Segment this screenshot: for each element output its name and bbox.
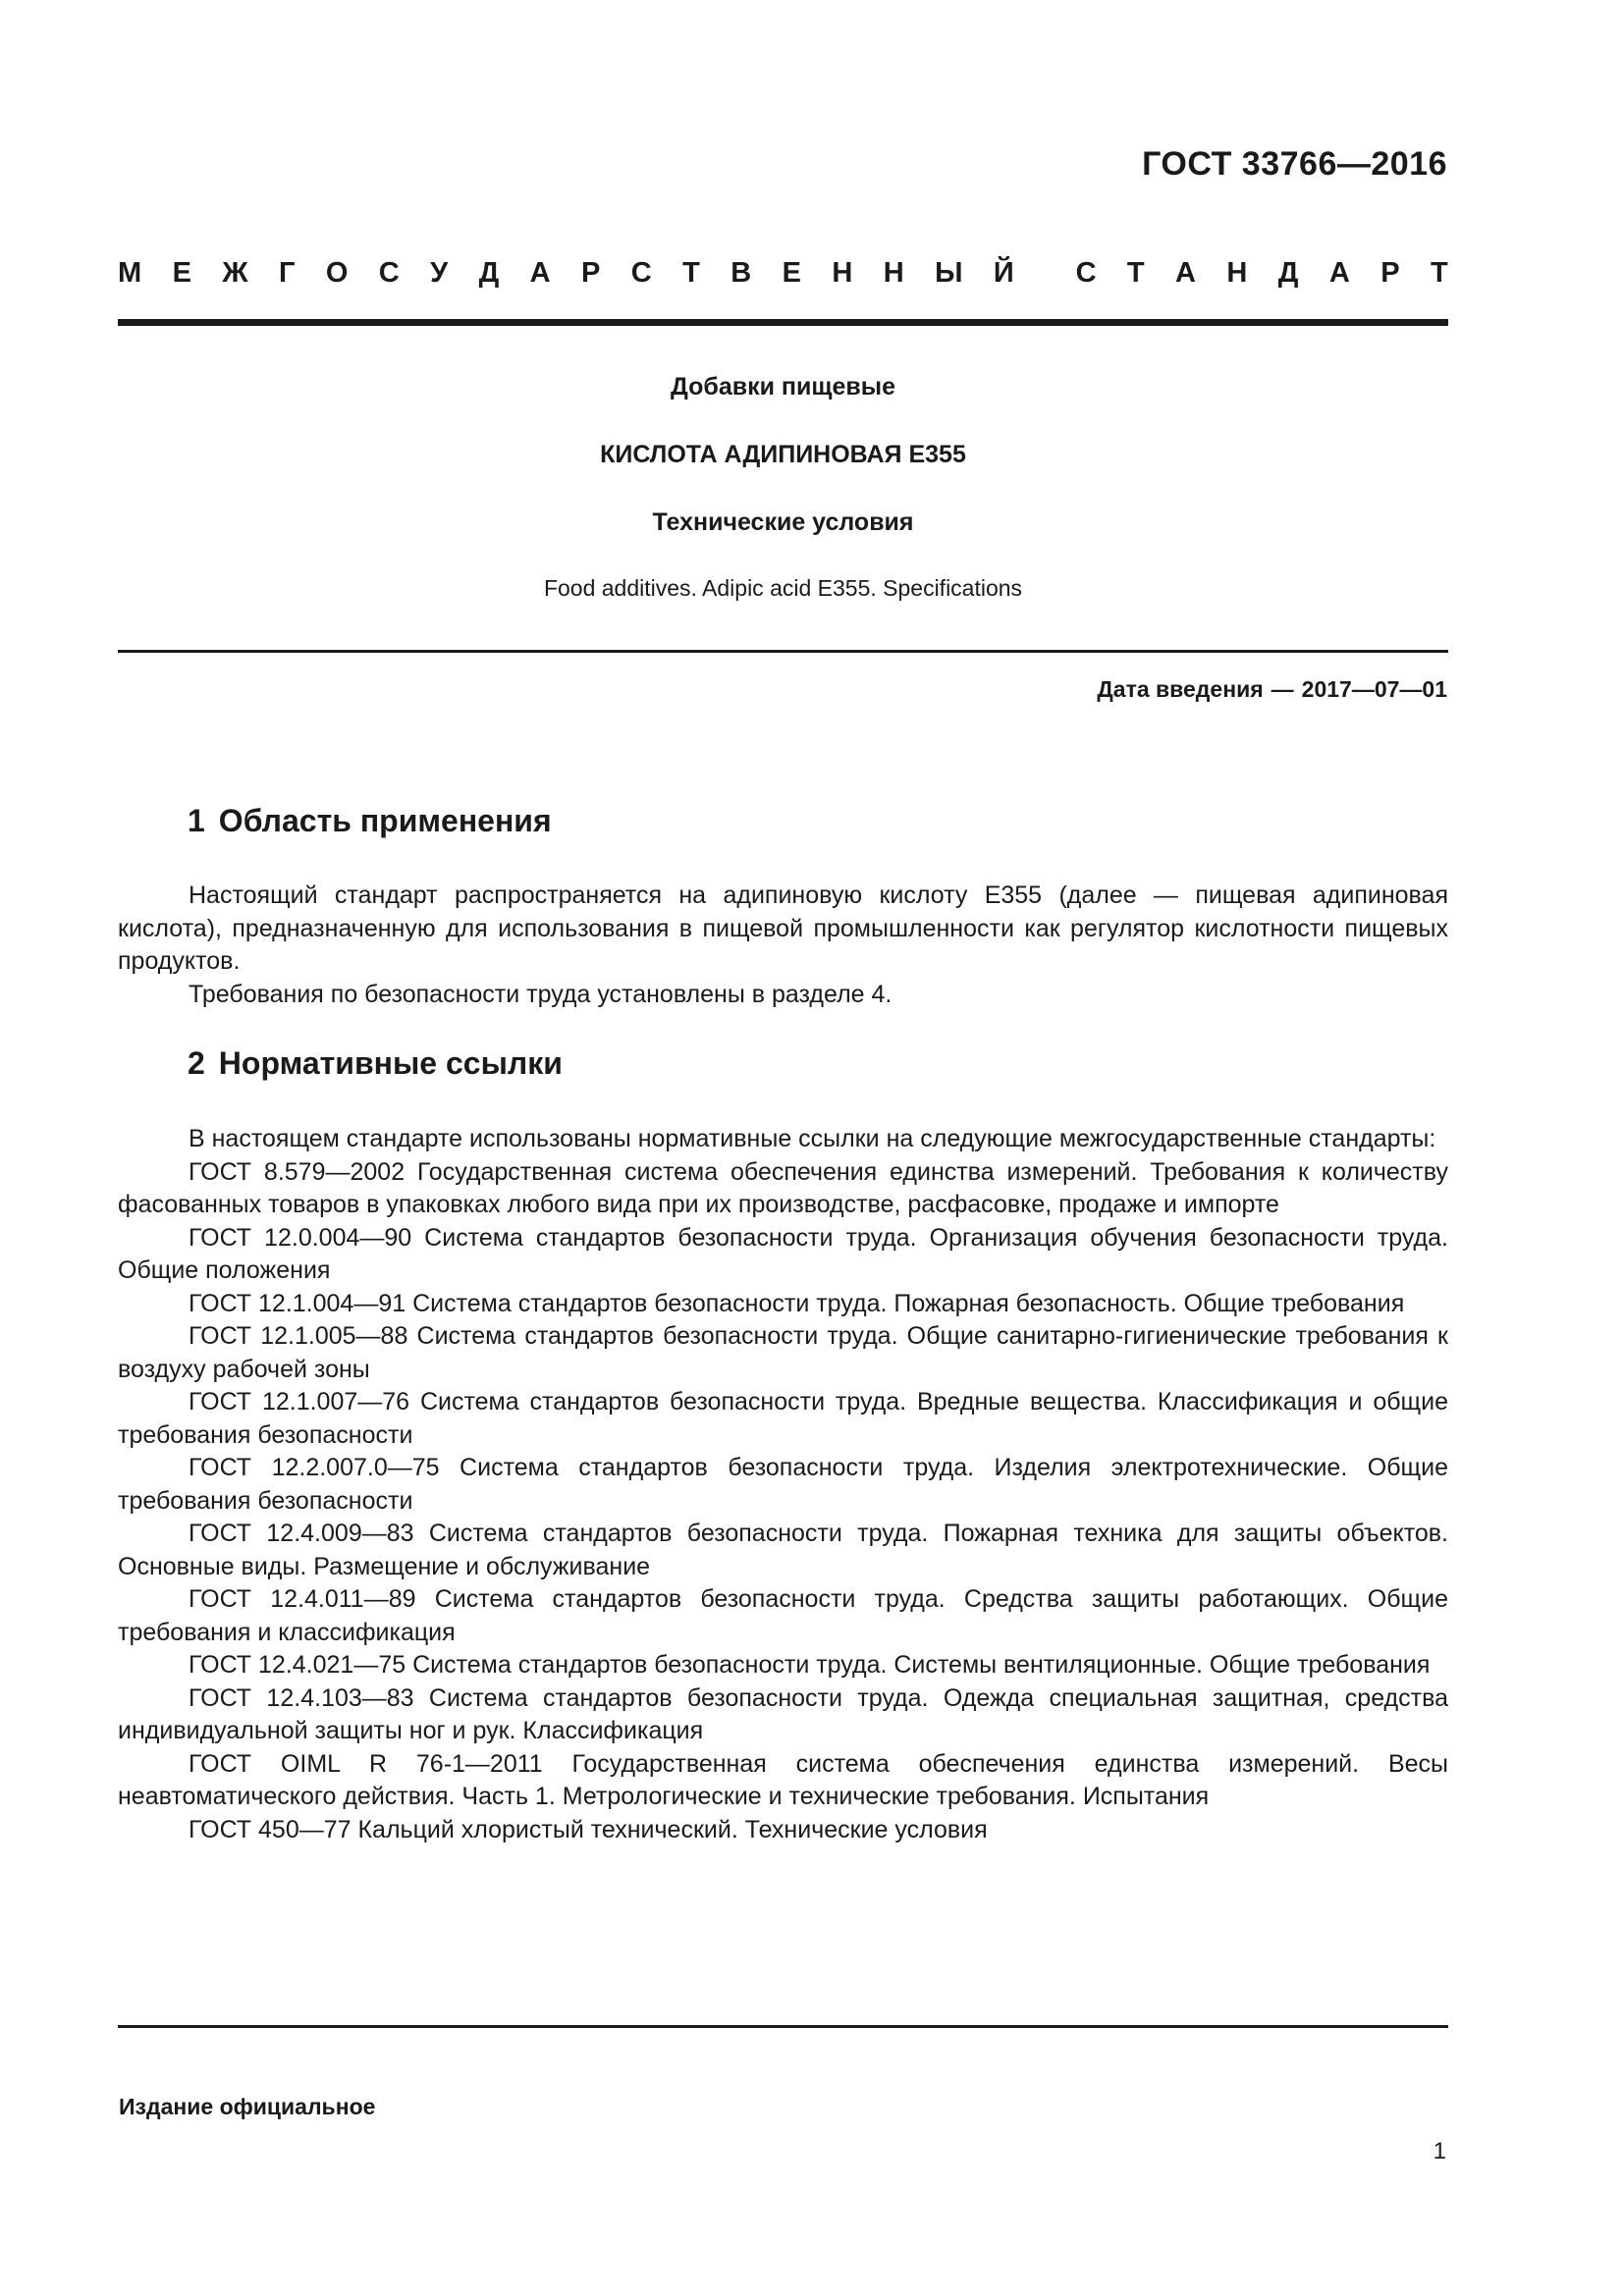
section-1-body [118,880,1448,1011]
standard-type-letter: Н [832,257,853,289]
page-number: 1 [1433,2138,1446,2164]
introduction-date-label: Дата введения [1097,676,1264,702]
reference-item: ГОСТ 12.1.005—88 Система стандартов безопасности труда. Общие санитарно-гигиенические требования к воздуху рабочей зоны [118,1322,1448,1383]
standard-type-letter: О [325,257,349,289]
standard-type-letter: Ы [935,257,963,289]
section-title: Область применения [218,803,552,838]
standard-type-letter: Е [782,257,801,289]
section-2-heading [188,1045,563,1082]
section-number: 2 [188,1045,205,1081]
official-edition-label: Издание официальное [119,2094,376,2119]
reference-item: ГОСТ 12.1.007—76 Система стандартов безопасности труда. Вредные вещества. Классификация и общие требования безопасности [118,1388,1448,1449]
header-divider [118,319,1448,326]
standard-type-letter: У [430,257,449,289]
introduction-date-dash: — [1271,676,1294,702]
introduction-date [1097,676,1447,703]
reference-item: ГОСТ 12.0.004—90 Система стандартов безопасности труда. Организация обучения безопасности труда. Общие положения [118,1223,1448,1284]
standard-type-letter: Т [1430,257,1448,289]
reference-item: ГОСТ 8.579—2002 Государственная система обеспечения единства измерений. Требования к количеству фасованных товаров в упаковках любого вида при их производстве, расфасовке, продаже и импорте [118,1157,1448,1218]
reference-item: ГОСТ OIML R 76-1—2011 Государственная система обеспечения единства измерений. Весы неавтоматического действия. Часть 1. Метрологические и технические требования. Испытания [118,1749,1448,1810]
standard-type-letter: С [378,257,400,289]
standard-type-letter: Н [1226,257,1248,289]
title-main: КИСЛОТА АДИПИНОВАЯ Е355 [600,441,966,468]
paragraph: В настоящем стандарте использованы нормативные ссылки на следующие межгосударственные стандарты: [189,1125,1436,1152]
standard-type-letter: А [1175,257,1196,289]
standard-type-letter: Д [1277,257,1299,289]
title-divider [118,650,1448,653]
standard-type-letter: С [630,257,652,289]
section-2-body [118,1123,1448,1846]
footer-divider [118,2025,1448,2028]
reference-item: ГОСТ 12.2.007.0—75 Система стандартов безопасности труда. Изделия электротехнические. Общие требования безопасности [118,1454,1448,1515]
standard-type-letter: В [730,257,752,289]
standard-type-heading [118,257,1448,290]
standard-type-letter: Н [883,257,904,289]
title-subtitle: Технические условия [652,508,914,536]
standard-type-letter: Е [172,257,191,289]
reference-item: ГОСТ 12.4.103—83 Система стандартов безопасности труда. Одежда специальная защитная, средства индивидуальной защиты ног и рук. Классификация [118,1683,1448,1744]
standard-type-letter: Г [278,257,296,289]
document-number: ГОСТ 33766—2016 [1142,145,1447,183]
standard-type-letter: Т [1126,257,1145,289]
standard-type-letter: Ж [222,257,248,289]
standard-type-letter: М [118,257,142,289]
standard-type-letter: Р [1380,257,1400,289]
reference-item: ГОСТ 450—77 Кальций хлористый технический. Технические условия [189,1815,988,1843]
reference-item: ГОСТ 12.4.009—83 Система стандартов безопасности труда. Пожарная техника для защиты объектов. Основные виды. Размещение и обслуживание [118,1520,1448,1580]
standard-type-letter: Д [478,257,500,289]
section-1-heading [188,803,552,839]
standard-type-letter: Т [682,257,700,289]
introduction-date-value: 2017—07—01 [1301,676,1447,702]
section-number: 1 [188,803,205,838]
standard-type-letter: А [1328,257,1350,289]
title-english: Food additives. Adipic acid E355. Specifications [543,575,1023,601]
section-title: Нормативные ссылки [218,1045,563,1081]
reference-item: ГОСТ 12.1.004—91 Система стандартов безопасности труда. Пожарная безопасность. Общие требования [189,1289,1405,1317]
paragraph: Требования по безопасности труда установлены в разделе 4. [189,980,893,1008]
title-category: Добавки пищевые [670,373,896,400]
reference-item: ГОСТ 12.4.021—75 Система стандартов безопасности труда. Системы вентиляционные. Общие требования [189,1651,1431,1679]
paragraph: Настоящий стандарт распространяется на адипиновую кислоту Е355 (далее — пищевая адипиновая кислота), предназначенную для использования в пищевой промышленности как регулятор кислотности пищевых продуктов. [118,881,1448,975]
standard-type-letter: С [1075,257,1097,289]
standard-type-letter: А [529,257,551,289]
reference-item: ГОСТ 12.4.011—89 Система стандартов безопасности труда. Средства защиты работающих. Общие требования и классификация [118,1585,1448,1646]
standard-type-letter: Й [993,257,1014,289]
standard-type-letter: Р [581,257,601,289]
